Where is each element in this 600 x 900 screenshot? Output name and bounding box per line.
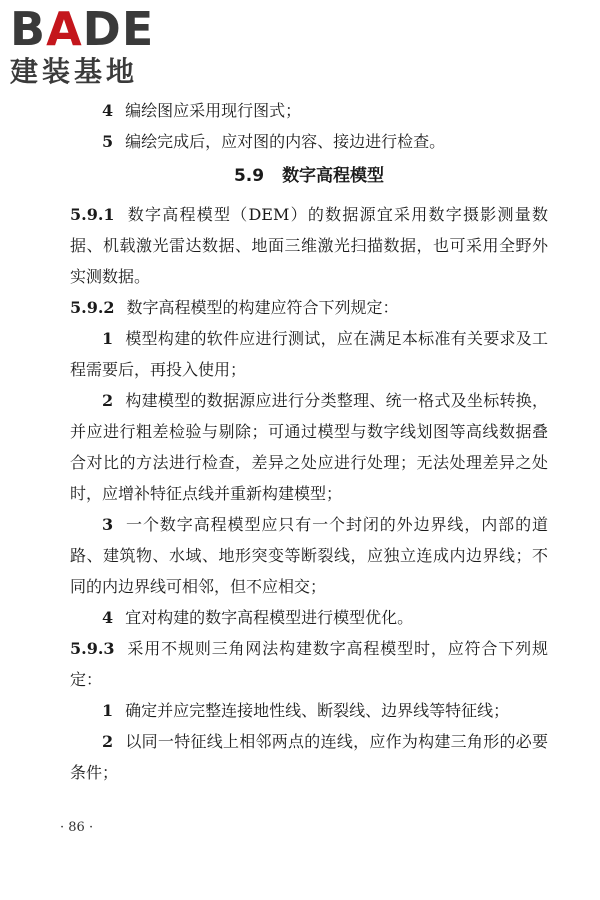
item-number: 2 (102, 391, 114, 410)
page-number: · 86 · (60, 820, 94, 835)
item-number: 1 (102, 329, 114, 348)
logo-accent-letter: A (46, 2, 83, 56)
item-text: 确定并应完整连接地性线、断裂线、边界线等特征线； (125, 701, 510, 720)
logo-subtitle: 建装基地 (10, 55, 139, 88)
clause-text: 数字高程模型的构建应符合下列规定： (126, 298, 399, 317)
item-text: 以同一特征线上相邻两点的连线，应作为构建三角形的必要条件； (70, 732, 548, 782)
clause-5-9-3 (70, 633, 548, 695)
list-item (70, 726, 548, 788)
item-text: 模型构建的软件应进行测试，应在满足本标准有关要求及工程需要后，再投入使用； (70, 329, 548, 379)
item-number: 4 (102, 101, 114, 120)
list-item (70, 695, 548, 726)
clause-number: 5.9.3 (70, 639, 115, 658)
clause-text: 数字高程模型（DEM）的数据源宜采用数字摄影测量数据、机载激光雷达数据、地面三维激光扫描数据，也可采用全野外实测数据。 (70, 205, 548, 286)
item-text: 宜对构建的数字高程模型进行模型优化。 (125, 608, 414, 627)
section-number: 5.9 (233, 166, 265, 186)
clause-5-9-1 (70, 199, 548, 292)
item-number: 4 (102, 608, 114, 627)
item-text: 编绘完成后，应对图的内容、接边进行检查。 (125, 132, 446, 151)
item-text: 一个数字高程模型应只有一个封闭的外边界线，内部的道路、建筑物、水域、地形突变等断裂线，应独立连成内边界线；不同的内边界线可相邻，但不应相交； (70, 515, 548, 596)
list-item (70, 509, 548, 602)
section-title: 数字高程模型 (282, 166, 385, 186)
item-number: 2 (102, 732, 114, 751)
list-item (70, 95, 548, 126)
item-text: 编绘图应采用现行图式； (125, 101, 302, 120)
clause-5-9-2 (70, 292, 548, 323)
list-item (70, 126, 548, 157)
clause-text: 采用不规则三角网法构建数字高程模型时，应符合下列规定： (70, 639, 548, 689)
item-number: 5 (102, 132, 114, 151)
list-item (70, 602, 548, 633)
item-number: 1 (102, 701, 114, 720)
clause-number: 5.9.1 (70, 205, 115, 224)
list-item (70, 385, 548, 509)
clause-number: 5.9.2 (70, 298, 115, 317)
item-number: 3 (102, 515, 114, 534)
item-text: 构建模型的数据源应进行分类整理、统一格式及坐标转换，并应进行粗差检验与剔除；可通过模型与数字线划图等高线数据叠合对比的方法进行检查，差异之处应进行处理；无法处理差异之处时，应增补特征点线并重新构建模型； (70, 391, 548, 503)
section-heading (70, 161, 548, 192)
list-item (70, 323, 548, 385)
logo-wordmark: BADE (10, 2, 155, 56)
